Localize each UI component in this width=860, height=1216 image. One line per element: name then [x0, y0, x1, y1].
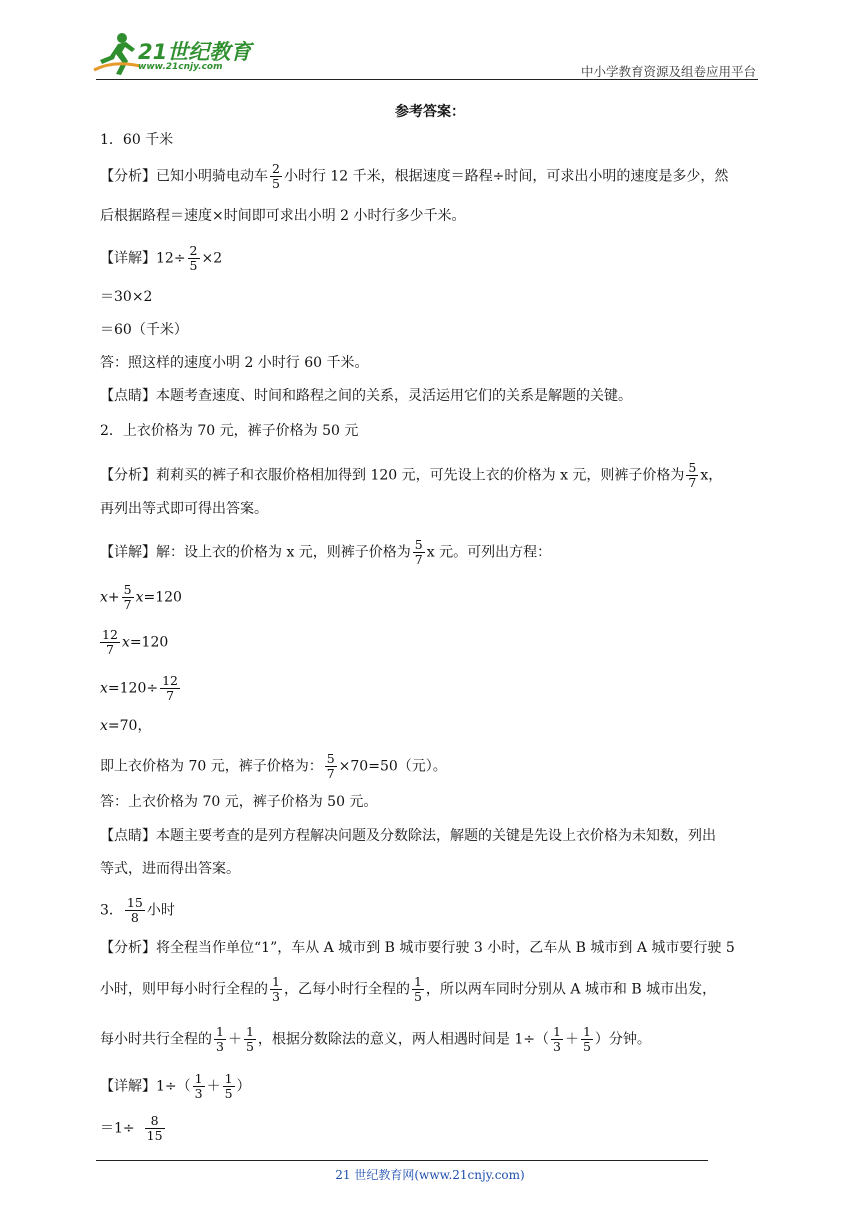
- q2-result: [100, 752, 447, 781]
- text: 小时行 12 千米，根据速度＝路程÷时间，可求出小明的速度是多少，然: [283, 168, 729, 185]
- numerator: 15: [126, 895, 143, 910]
- text: ×70=50（元）。: [338, 758, 447, 775]
- denominator: 5: [582, 1039, 591, 1054]
- text: 【详解】解：设上衣的价格为 x 元，则裤子价格为: [100, 544, 411, 561]
- q3-detail: [100, 1072, 251, 1101]
- q1-detail: [100, 244, 222, 273]
- denominator: 5: [189, 258, 198, 273]
- operator: ＋: [564, 1031, 579, 1048]
- numerator: 5: [326, 751, 335, 766]
- text: x，: [700, 467, 723, 484]
- denominator: 7: [326, 766, 335, 781]
- denominator: 5: [224, 1086, 233, 1101]
- q2-equation3: [100, 674, 182, 703]
- operator: ＋: [227, 1031, 242, 1048]
- q3-analysis-line3: [100, 1025, 651, 1054]
- variable: x: [100, 589, 108, 606]
- variable: x: [121, 634, 130, 651]
- footer-divider: [96, 1160, 708, 1161]
- q2-analysis-line1: [100, 461, 722, 490]
- header-divider: [96, 79, 758, 80]
- text: 即上衣价格为 70 元，裤子价格为：: [100, 758, 323, 775]
- variable: x: [100, 680, 108, 697]
- fraction: [325, 752, 337, 781]
- numerator: 1: [413, 974, 422, 989]
- denominator: 3: [553, 1039, 561, 1054]
- text: ×2: [201, 250, 223, 267]
- numerator: 8: [150, 1113, 159, 1128]
- text: =120: [143, 589, 182, 606]
- q2-equation2: [100, 628, 168, 657]
- operator: ＋: [206, 1078, 221, 1095]
- q2-analysis-line2: 再列出等式即可得出答案。: [100, 501, 268, 517]
- denominator: 7: [100, 642, 120, 657]
- text: 小时，则甲每小时行全程的: [100, 981, 268, 998]
- platform-label: 中小学教育资源及组卷应用平台: [580, 64, 756, 79]
- q3-analysis-line2: [100, 975, 716, 1004]
- q1-answer: 1．60 千米: [100, 132, 174, 148]
- numerator: 1: [245, 1024, 254, 1039]
- denominator: 5: [245, 1039, 254, 1054]
- denominator: 8: [125, 910, 145, 925]
- text: ）分钟。: [594, 1031, 651, 1048]
- denominator: 5: [413, 989, 422, 1004]
- fraction: [581, 1025, 593, 1054]
- q1-step1: ＝30×2: [100, 289, 153, 305]
- denominator: 5: [272, 176, 280, 191]
- text: 3．: [100, 902, 123, 919]
- denominator: 3: [216, 1039, 224, 1054]
- text: ，乙每小时行全程的: [283, 981, 410, 998]
- text: 小时: [146, 902, 175, 919]
- text: 【详解】12÷: [100, 250, 186, 267]
- fraction: [193, 1072, 205, 1101]
- numerator: 1: [553, 1024, 561, 1039]
- fraction: [686, 461, 698, 490]
- fraction: [160, 674, 180, 703]
- fraction: [551, 1025, 563, 1054]
- logo-url: www.21cnjy.com: [138, 62, 223, 72]
- fraction: [223, 1072, 235, 1101]
- q3-answer: [100, 896, 175, 925]
- numerator: 1: [216, 1024, 224, 1039]
- numerator: 1: [224, 1071, 233, 1086]
- fraction: [270, 975, 282, 1004]
- variable: x: [100, 718, 108, 734]
- q3-step1: [100, 1114, 167, 1143]
- q1-comment: 【点睛】本题考查速度、时间和路程之间的关系，灵活运用它们的关系是解题的关键。: [100, 388, 632, 404]
- numerator: 5: [414, 537, 423, 552]
- numerator: 12: [162, 673, 178, 688]
- numerator: 1: [582, 1024, 591, 1039]
- footer-link[interactable]: 21 世纪教育网(www.21cnjy.com): [335, 1168, 525, 1182]
- q2-detail: [100, 538, 551, 567]
- q2-equation1: [100, 583, 182, 612]
- q1-analysis-line2: 后根据路程＝速度×时间即可求出小明 2 小时行多少千米。: [100, 208, 466, 224]
- numerator: 12: [102, 627, 118, 642]
- logo-text: 21世纪教育: [138, 40, 252, 64]
- text: ＝1÷: [100, 1120, 135, 1137]
- operator: +: [107, 589, 120, 606]
- fraction: [188, 244, 200, 273]
- q2-reply: 答：上衣价格为 70 元，裤子价格为 50 元。: [100, 794, 378, 810]
- fraction: [270, 162, 282, 191]
- fraction: [100, 628, 120, 657]
- fraction: [244, 1025, 256, 1054]
- text: 每小时共行全程的: [100, 1031, 212, 1048]
- denominator: 15: [146, 1128, 163, 1143]
- fraction: [125, 896, 145, 925]
- fraction: [145, 1114, 165, 1143]
- page-title: 参考答案：: [395, 104, 465, 120]
- q2-comment-line1: 【点睛】本题主要考查的是列方程解决问题及分数除法，解题的关键是先设上衣价格为未知数，列出: [100, 828, 716, 844]
- denominator: 7: [414, 552, 423, 567]
- numerator: 1: [272, 974, 280, 989]
- q3-analysis-line1: 【分析】将全程当作单位“1”，车从 A 城市到 B 城市要行驶 3 小时，乙车从 B 城市到 A 城市要行驶 5: [100, 940, 735, 956]
- numerator: 5: [123, 582, 132, 597]
- text: ，所以两车同时分别从 A 城市和 B 城市出发，: [425, 981, 717, 998]
- denominator: 7: [123, 597, 132, 612]
- numerator: 2: [189, 243, 198, 258]
- text: ）: [236, 1078, 251, 1095]
- numerator: 1: [194, 1071, 203, 1086]
- fraction: [412, 975, 424, 1004]
- text: 【详解】1÷（: [100, 1078, 191, 1095]
- text: ，根据分数除法的意义，两人相遇时间是 1÷（: [257, 1031, 549, 1048]
- denominator: 3: [194, 1086, 203, 1101]
- text: =70，: [107, 718, 152, 734]
- q1-analysis-line1: [100, 162, 728, 191]
- text: 【分析】已知小明骑电动车: [100, 168, 268, 185]
- q2-comment-line2: 等式，进而得出答案。: [100, 861, 240, 877]
- numerator: 2: [272, 161, 280, 176]
- denominator: 7: [160, 688, 180, 703]
- q1-reply: 答：照这样的速度小明 2 小时行 60 千米。: [100, 355, 369, 371]
- q2-equation4: [100, 716, 151, 736]
- text: =120÷: [107, 680, 159, 697]
- text: =120: [129, 634, 169, 651]
- runner-icon: [92, 30, 142, 78]
- numerator: 5: [688, 460, 697, 475]
- q1-step2: ＝60（千米）: [100, 322, 188, 338]
- fraction: [413, 538, 425, 567]
- site-logo: [92, 30, 262, 80]
- q2-answer: 2．上衣价格为 70 元，裤子价格为 50 元: [100, 423, 359, 439]
- denominator: 7: [688, 475, 697, 490]
- variable: x: [135, 589, 144, 606]
- fraction: [214, 1025, 226, 1054]
- denominator: 3: [272, 989, 280, 1004]
- text: x 元。可列出方程：: [426, 544, 552, 561]
- fraction: [122, 583, 134, 612]
- text: 【分析】莉莉买的裤子和衣服价格相加得到 120 元，可先设上衣的价格为 x 元，则裤子价格为: [100, 467, 685, 484]
